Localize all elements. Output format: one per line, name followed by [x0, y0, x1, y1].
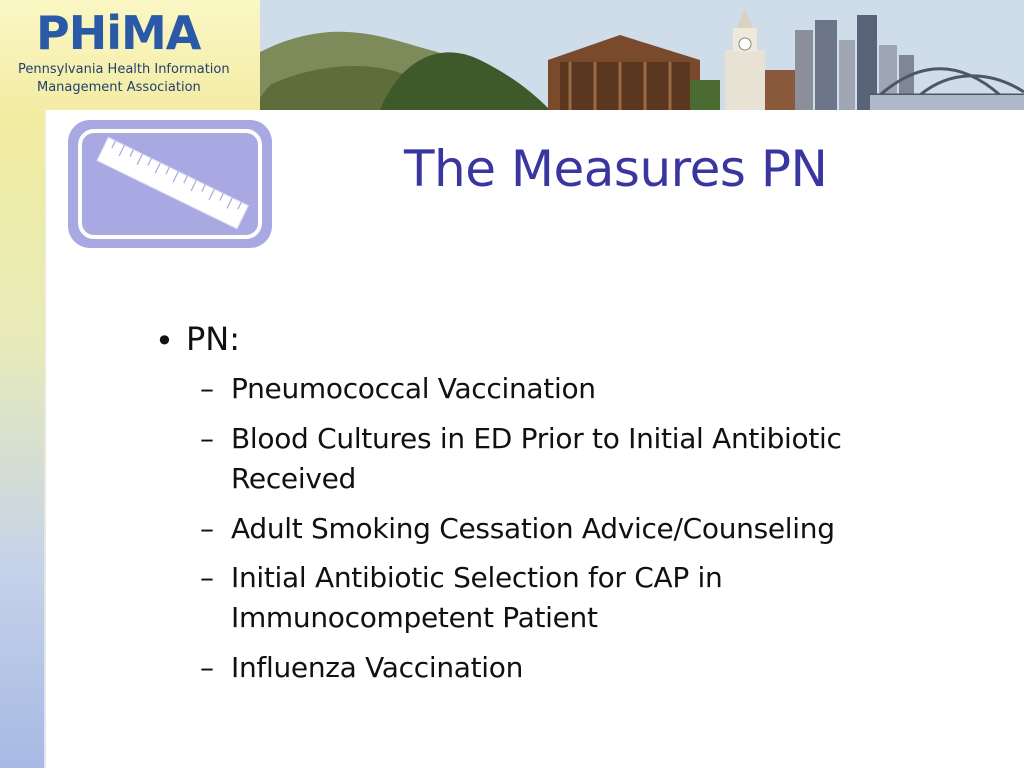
phima-logo: PHiMA: [36, 6, 201, 60]
left-stripe-edge: [44, 110, 46, 768]
bullet-glyph: •: [155, 322, 174, 360]
sub-item-3: Adult Smoking Cessation Advice/Counseling: [231, 512, 835, 545]
logo-subtitle-line1: Pennsylvania Health Information: [18, 62, 230, 77]
sub-item-4-line2: Immunocompetent Patient: [231, 601, 598, 634]
sub-item-2-line2: Received: [231, 462, 356, 495]
bullet-pn: PN:: [186, 320, 241, 358]
logo-panel: [0, 0, 260, 110]
dash-glyph: –: [200, 512, 214, 545]
dash-glyph: –: [200, 422, 214, 455]
sub-item-5: Influenza Vaccination: [231, 651, 524, 684]
sub-item-1: Pneumococcal Vaccination: [231, 372, 596, 405]
header-scenery-image: [230, 0, 1024, 110]
sub-item-2-line1: Blood Cultures in ED Prior to Initial Antibiotic: [231, 422, 842, 455]
header-banner: [0, 0, 1024, 110]
logo-subtitle-line2: Management Association: [37, 80, 201, 95]
left-gradient-stripe: [0, 110, 44, 768]
ruler-icon: [78, 129, 262, 239]
sub-item-4-line1: Initial Antibiotic Selection for CAP in: [231, 561, 723, 594]
dash-glyph: –: [200, 651, 214, 684]
slide-title: The Measures PN: [404, 140, 828, 198]
dash-glyph: –: [200, 561, 214, 594]
dash-glyph: –: [200, 372, 214, 405]
